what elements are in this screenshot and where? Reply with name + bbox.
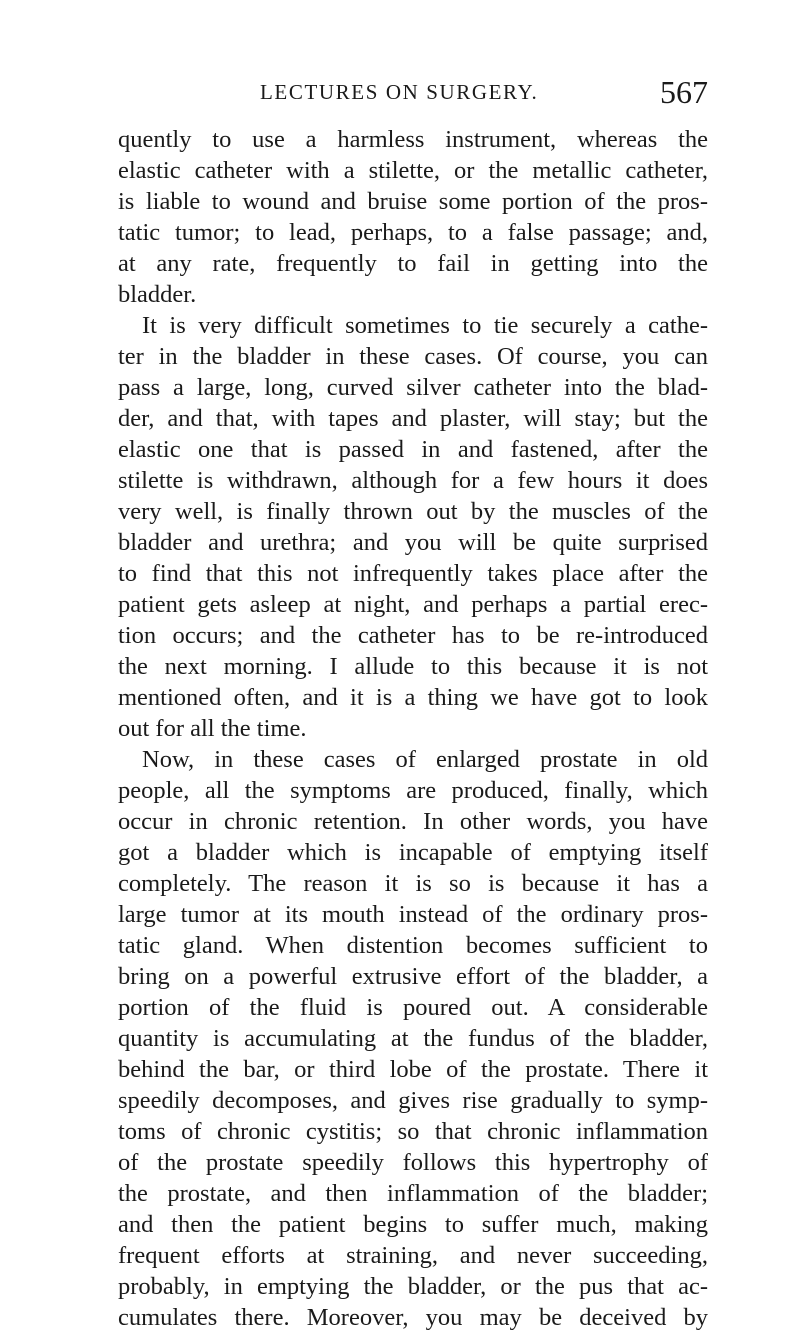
- text-line: elastic catheter with a stilette, or the metallic catheter,: [118, 157, 708, 184]
- running-title: LECTURES ON SURGERY.: [260, 80, 539, 104]
- text-line: very well, is finally thrown out by the muscles of the: [118, 498, 708, 525]
- text-line: at any rate, frequently to fail in getting into the: [118, 250, 708, 277]
- text-line: bladder and urethra; and you will be quite surprised: [118, 529, 708, 556]
- text-line: der, and that, with tapes and plaster, will stay; but the: [118, 405, 708, 432]
- text-line: cumulates there. Moreover, you may be deceived by: [118, 1304, 708, 1331]
- text-line: ter in the bladder in these cases. Of course, you can: [118, 343, 708, 370]
- body-text: [118, 124, 708, 1333]
- text-line: portion of the fluid is poured out. A considerable: [118, 994, 708, 1021]
- text-line: the next morning. I allude to this because it is not: [118, 653, 708, 680]
- text-line: to find that this not infrequently takes place after the: [118, 560, 708, 587]
- running-head: [118, 76, 708, 116]
- text-line: out for all the time.: [118, 715, 307, 742]
- text-line: quantity is accumulating at the fundus of the bladder,: [118, 1025, 708, 1052]
- text-line: completely. The reason it is so is because it has a: [118, 870, 708, 897]
- text-line: tion occurs; and the catheter has to be re-introduced: [118, 622, 708, 649]
- text-line: is liable to wound and bruise some portion of the pros-: [118, 188, 708, 215]
- text-line: of the prostate speedily follows this hypertrophy of: [118, 1149, 708, 1176]
- text-line: occur in chronic retention. In other words, you have: [118, 808, 708, 835]
- text-line: patient gets asleep at night, and perhaps a partial erec-: [118, 591, 708, 618]
- paragraph-start-line: It is very difficult sometimes to tie securely a cathe-: [142, 312, 708, 339]
- text-line: got a bladder which is incapable of emptying itself: [118, 839, 708, 866]
- page-number: 567: [660, 74, 708, 110]
- text-line: people, all the symptoms are produced, finally, which: [118, 777, 708, 804]
- text-line: bring on a powerful extrusive effort of the bladder, a: [118, 963, 708, 990]
- text-line: tatic tumor; to lead, perhaps, to a false passage; and,: [118, 219, 708, 246]
- text-line: elastic one that is passed in and fastened, after the: [118, 436, 708, 463]
- text-line: bladder.: [118, 281, 197, 308]
- text-line: tatic gland. When distention becomes sufficient to: [118, 932, 708, 959]
- text-line: behind the bar, or third lobe of the prostate. There it: [118, 1056, 708, 1083]
- text-line: frequent efforts at straining, and never succeeding,: [118, 1242, 708, 1269]
- paragraph-start-line: Now, in these cases of enlarged prostate in old: [142, 746, 708, 773]
- text-line: stilette is withdrawn, although for a few hours it does: [118, 467, 708, 494]
- text-line: probably, in emptying the bladder, or the pus that ac-: [118, 1273, 708, 1300]
- text-line: and then the patient begins to suffer much, making: [118, 1211, 708, 1238]
- text-line: mentioned often, and it is a thing we have got to look: [118, 684, 708, 711]
- text-line: the prostate, and then inflammation of the bladder;: [118, 1180, 708, 1207]
- text-line: speedily decomposes, and gives rise gradually to symp-: [118, 1087, 708, 1114]
- text-line: toms of chronic cystitis; so that chronic inflammation: [118, 1118, 708, 1145]
- text-line: quently to use a harmless instrument, whereas the: [118, 126, 708, 153]
- text-line: pass a large, long, curved silver catheter into the blad-: [118, 374, 708, 401]
- text-line: large tumor at its mouth instead of the ordinary pros-: [118, 901, 708, 928]
